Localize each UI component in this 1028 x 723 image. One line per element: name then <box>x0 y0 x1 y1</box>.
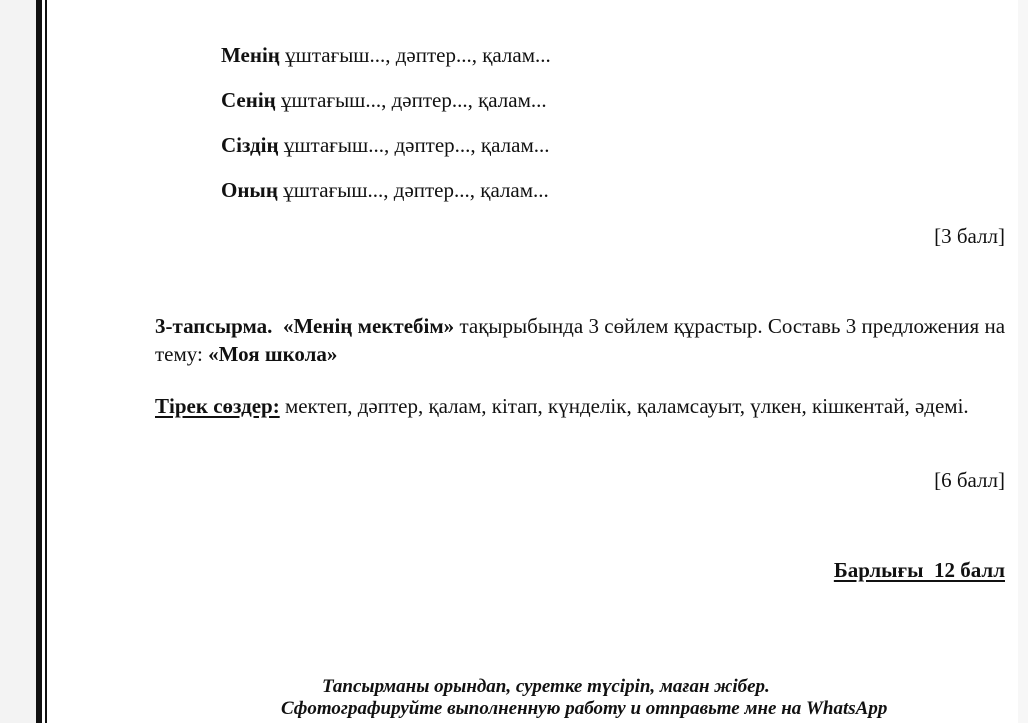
task3-topic-kz: «Менің мектебім» <box>282 314 455 338</box>
footer-instruction-kz: Тапсырманы орындап, суретке түсіріп, маған жібер. <box>322 676 770 697</box>
page-border-thick <box>36 0 42 723</box>
pronoun: Сіздің <box>221 133 279 157</box>
line-rest: ұштағыш..., дәптер..., қалам... <box>278 133 550 157</box>
task3-label: 3-тапсырма. <box>155 314 273 338</box>
possessive-line-4 <box>221 176 549 204</box>
pronoun: Сенің <box>221 88 276 112</box>
support-words-list: мектеп, дәптер, қалам, кітап, күнделік, қаламсауыт, үлкен, кішкентай, әдемі. <box>279 394 969 418</box>
line-rest: ұштағыш..., дәптер..., қалам... <box>275 88 547 112</box>
possessive-line-2 <box>221 86 547 114</box>
support-words-paragraph <box>155 392 1005 420</box>
possessive-line-1 <box>221 41 551 69</box>
possessive-line-3 <box>221 131 549 159</box>
page-border-thin <box>45 0 47 723</box>
pronoun: Менің <box>221 43 280 67</box>
score-3-points: [3 балл] <box>934 224 1005 248</box>
total-points: Барлығы 12 балл <box>833 558 1005 582</box>
task3-text: тақырыбында 3 сөйлем құрастыр. Составь 3 предложения на тему: <box>155 314 1006 366</box>
footer-instruction-ru: Сфотографируйте выполненную работу и отправьте мне на WhatsApp <box>281 698 888 719</box>
score-6-points: [6 балл] <box>934 468 1005 492</box>
task3-topic-ru: «Моя школа» <box>208 342 338 366</box>
page-right-edge <box>1018 0 1028 723</box>
support-words-label: Тірек сөздер: <box>155 394 280 418</box>
pronoun: Оның <box>221 178 278 202</box>
page-left-shadow <box>0 0 36 723</box>
line-rest: ұштағыш..., дәптер..., қалам... <box>279 43 551 67</box>
line-rest: ұштағыш..., дәптер..., қалам... <box>277 178 549 202</box>
task3-paragraph <box>155 312 1005 368</box>
